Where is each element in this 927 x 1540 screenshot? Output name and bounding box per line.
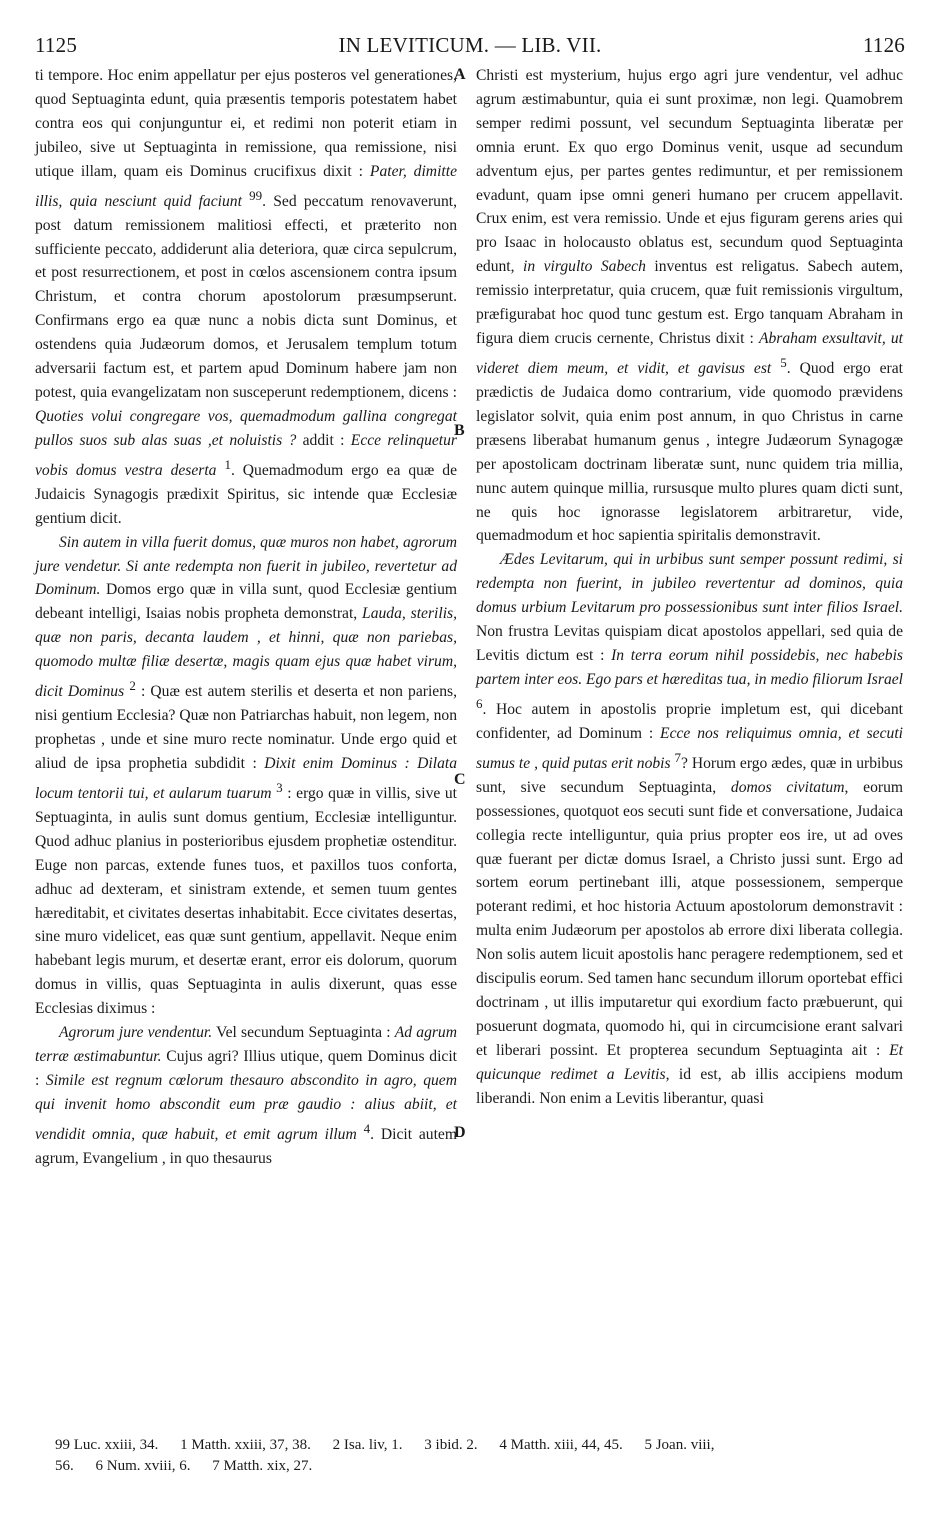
paragraph: Agrorum jure vendentur. Vel secundum Septuaginta : Ad agrum terræ æstimabuntur. Cujus agri? Illius utique, quem Dominus dicit : Simile est regnum cœlorum thesauro abscondito in agro, quem qui invenit homo abscondit eum præ gaudio : alius abiit, et vendidit omnia, quæ habuit, et emit agrum illum $^4$. Dicit autem agrum, Evangelium , in quo thesaurus (35, 1024, 458, 1167)
footnote-line (55, 1456, 905, 1477)
section-marker-b: B (454, 422, 465, 439)
footnote-ref: 3 (276, 779, 283, 795)
paragraph: Ædes Levitarum, qui in urbibus sunt semper possunt redimi, si redempta non fuerint, in jubileo revertentur ad dominos, quia domus urbium Levitarum pro possessionibus sunt inter filios Israel. Non frustra Levitas quispiam dicat apostolos appellari, sed quia de Levitis dictum est : In terra eorum nihil possidebis, nec habebis partem inter eos. Ego pars et hæreditas tua, in medio filiorum Israel $^6$. Hoc autem in apostolis proprie impletum est, qui dicebant confidenter, ad Dominum : Ecce nos reliquimus omnia, et secuti sumus te , quid putas erit nobis $^7$? Horum ergo ædes, quæ in urbibus sunt, sive secundum Septuaginta, domos civitatum, eorum possessiones, quotquot eos secuti sunt fide et conversatione, Judaica collegia recte intelliguntur, quia prius propter eos ire, ut ad oves quæ fuerant per dictæ domus Israel, a Christo jussi sunt. Ergo ad sortem eorum pertinebant illi, atque possessionem, semperque poterant redimi, et hoc historia Actuum apostolorum demonstravit : multa enim Judæorum per apostolos ab errore dixi liberata collegia. Non solis autem licuit apostolis hanc peragere redemptionem, sed et discipulis eorum. Sed tamen hanc secundum illorum oportebat effici doctrinam , ut illis imputaretur qui exordium facto præbuerunt, qui posuerunt dogmata, quomodo hi, qui in circumcisione erant salvari et liberari possint. Et propterea secundum Septuaginta ait : Et quicunque redimet a Levitis, id est, ab illis accipiens modum liberandi. Non enim a Levitis liberantur, quasi (476, 551, 903, 1107)
paragraph: ti tempore. Hoc enim appellatur per ejus posteros vel generationes, quod Septuaginta edunt, quia præsentis temporis potestatem habet contra eos qui conjunguntur ei, et redimi non poterit etiam in jubileo, sive ut Septuaginta in remissione, qua remissione, nisi utique illam, quam eis Dominus crucifixus dixit : Pater, dimitte illis, quia nesciunt quid faciunt $^{99}$. Sed peccatum renovaverunt, post datum remissionem malitiosi effecti, et præterito non sufficiente peccato, addiderunt alia deteriora, quæ circa sepulcrum, et post resurrectionem, et post in cœlos ascensionem contra ipsum Christum, et contra chorum apostolorum præsumpserunt. Confirmans ergo ea quæ nunc a nobis dicta sunt Dominus, et ostendens quia Judæorum domos, et Jerusalem templum totum adversarii factum est, et partem apud Dominum habere jam non potest, quia evangelizatam non susceperunt redemptionem, dicens : Quoties volui congregare vos, quemadmodum gallina congregat pullos suos sub alas suas ,et noluistis ? addit : Ecce relinquetur vobis domus vestra deserta $^1$. Quemadmodum ergo ea quæ de Judaicis Synagogis prædixit Spiritus, sic intende quæ Ecclesiæ gentium dicit. (35, 67, 457, 527)
footnote-ref: 5 (780, 354, 787, 370)
footnote: 1 Matth. xxiii, 37, 38. (180, 1437, 311, 1453)
footnote-ref: 7 (674, 749, 681, 765)
footnote: 5 Joan. viii, (644, 1437, 715, 1453)
page-number-left: 1125 (35, 33, 78, 57)
footnote-ref: 6 (476, 695, 483, 711)
paragraph: Sin autem in villa fuerit domus, quæ muros non habet, agrorum jure vendetur. Si ante redempta non fuerit in jubileo, revertetur ad Dominum. Domos ergo quæ in villa sunt, quod Ecclesiæ gentium debeant intelligi, Isaias nobis propheta demonstrat, Lauda, sterilis, quæ non paris, decanta laudem , et hinni, quæ non pariebas, quomodo multæ filiæ desertæ, magis quam ejus quæ habet virum, dicit Dominus $^2$ : Quæ est autem sterilis et deserta et non pariens, nisi gentium Ecclesia? Quæ non Patriarchas habuit, non legem, non prophetas , unde et sine muro recte nominatur. Unde ergo quid et aliud de ipsa prophetia subdidit : Dixit enim Dominus : Dilata locum tentorii tui, et aularum tuarum $^3$ : ergo quæ in villis, sive ut Septuaginta, in aulis sunt domus gentium, Ecclesiæ intelliguntur. Quod adhuc planius in posterioribus ejusdem prophetiæ ostenditur. Euge non parcas, extende funes tuos, et paxillos tuos conforta, adhuc ad dexteram, et sinistram extende, et semen tuum gentes hæreditabit, et civitates desertas inhabitabit. Ecce civitates desertas, sine muro videlicet, eas quæ sunt gentium, appellavit. Neque enim habebant legis murum, et desertæ erant, error eis dolorum, quorum domus in villis, quas Septuaginta in aulis dixerunt, quas esse Ecclesias diximus : (35, 533, 458, 1018)
footnote-ref: 99 (249, 187, 263, 203)
footnote-ref: 1 (224, 456, 231, 472)
footnote-line (55, 1435, 905, 1456)
section-marker-c: C (454, 771, 466, 788)
footnote-ref: 2 (129, 678, 136, 694)
section-marker-a: A (454, 66, 466, 83)
page-number-right: 1126 (862, 33, 905, 57)
footnote: 6 Num. xviii, 6. (95, 1458, 191, 1474)
running-header (35, 33, 905, 59)
footnote: 7 Matth. xix, 27. (212, 1458, 313, 1474)
footnote: 4 Matth. xiii, 44, 45. (499, 1437, 623, 1453)
footnotes (55, 1435, 905, 1477)
section-marker-d: D (454, 1124, 466, 1141)
left-column (35, 64, 457, 1171)
footnote: 3 ibid. 2. (424, 1437, 478, 1453)
footnote: 56. (55, 1458, 74, 1474)
footnote: 2 Isa. liv, 1. (332, 1437, 403, 1453)
running-title: IN LEVITICUM. — LIB. VII. (338, 33, 602, 57)
footnote: 99 Luc. xxiii, 34. (55, 1437, 159, 1453)
paragraph: Christi est mysterium, hujus ergo agri jure vendentur, vel adhuc agrum æstimabuntur, quia ei sunt proximæ, non legi. Quamobrem semper redimi possunt, vel secundum Septuaginta liberatæ per omnia erunt. Ex quo ergo Dominus venit, usque ad secundum adventum ejus, per partes gentes redimuntur, et per remissionem evadunt, quam ipse omni generi humano per crucem appellavit. Crux enim, est vera remissio. Unde et ejus figuram gerens aries qui pro Isaac in holocausto oblatus est, secundum quod Septuaginta edunt, in virgulto Sabech inventus est religatus. Sabech autem, remissio interpretatur, quia crucem, quæ fuit remissionis virgultum, præfigurabat hoc quod tunc gestum est. Ergo tanquam Abraham in figura diem crucis cernente, Christus dixit : Abraham exsultavit, ut videret diem meum, et vidit, et gavisus est $^5$. Quod ergo erat prædictis de Judaica domo contrarium, vide quomodo prævidens legislator solvit, quia enim post annum, in quo Christus in carne præsens liberabat humanum genus , integre Judæorum Synagogæ per apostolicam doctrinam liberatæ sunt, nunc quidem tria millia, nunc autem quinque millia, rursusque multo plures quam dicti sunt, ne quis hoc ignorasse legislatorem arbitraretur, vide, quemadmodum et hoc sapientia spiritalis demonstravit. (476, 67, 903, 545)
right-column (476, 64, 903, 1111)
footnote-ref: 4 (363, 1120, 371, 1136)
